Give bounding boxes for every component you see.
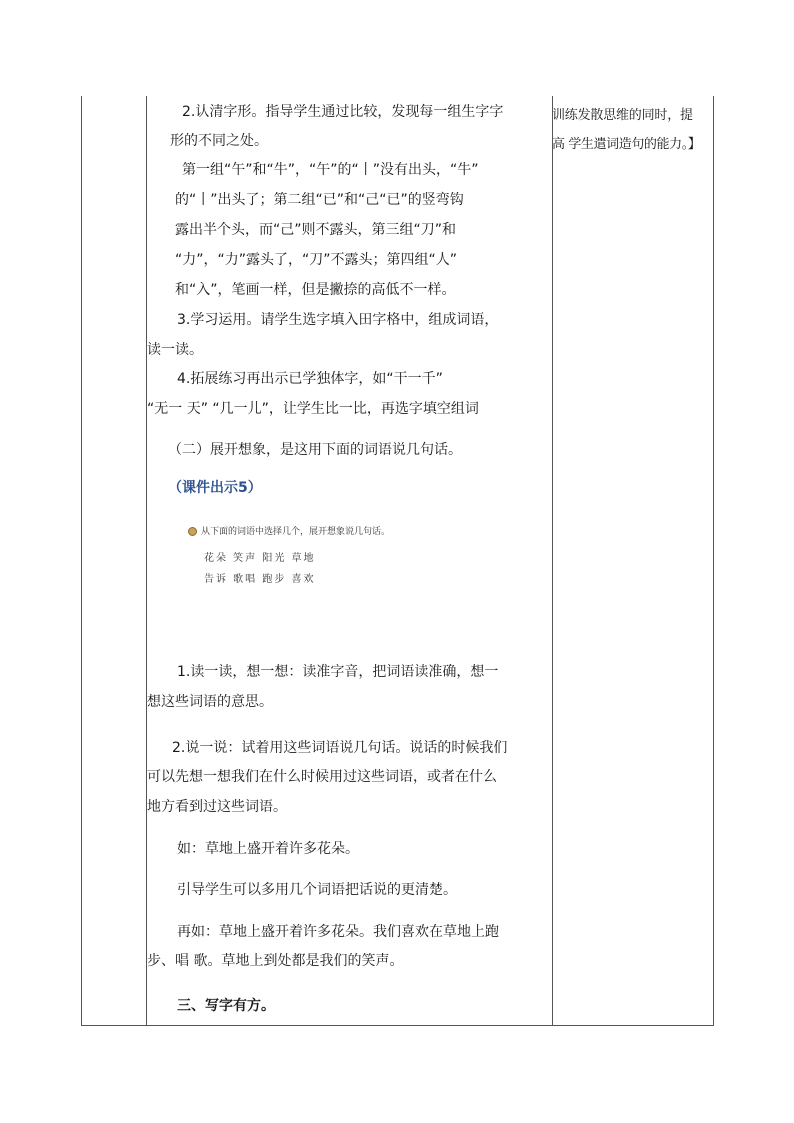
para-line: 2.说一说：试着用这些词语说几句话。说话的时候我们 [172, 740, 508, 756]
para-line: 读一读。 [147, 342, 203, 358]
table-border-right [713, 96, 714, 1026]
courseware-image [180, 519, 420, 599]
table-border-col2 [552, 96, 553, 1026]
para-line: “无一 天” “几一儿”，让学生比一比，再选字填空组词 [147, 401, 479, 417]
table-border-col1 [146, 96, 147, 1026]
para-line: “力”，“力”露头了，“刀”不露头；第四组“人” [175, 252, 458, 268]
para-line: 的“丨”出头了；第二组“已”和“己“已”的竖弯钩 [175, 192, 464, 208]
para-line: （二）展开想象，是这用下面的词语说几句话。 [168, 442, 462, 458]
para-line: 形的不同之处。 [170, 133, 268, 149]
courseware-question: 从下面的词语中选择几个，展开想象说几句话。 [188, 525, 390, 539]
para-line: 1.读一读，想一想：读准字音，把词语读准确，想一 [177, 664, 499, 680]
para-line: 再如：草地上盛开着许多花朵。我们喜欢在草地上跑 [177, 924, 499, 940]
para-line: 引导学生可以多用几个词语把话说的更清楚。 [177, 882, 457, 898]
para-line: 步、唱 歌。草地上到处都是我们的笑声。 [147, 953, 404, 969]
courseware-words-row-2: 告诉 歌唱 跑步 喜欢 [204, 574, 316, 585]
table-border-left [81, 96, 82, 1026]
side-note-line: 高 学生遣词造句的能力。】 [552, 137, 701, 152]
table-border-bottom [81, 1025, 714, 1026]
side-note-line: 训练发散思维的同时，提 [552, 108, 693, 123]
para-line: 地方看到过这些词语。 [147, 799, 287, 815]
section-heading: 三、写字有方。 [177, 998, 275, 1014]
courseware-words-row-1: 花朵 笑声 阳光 草地 [204, 553, 316, 564]
para-line: 如：草地上盛开着许多花朵。 [177, 841, 359, 857]
para-line: 3.学习运用。请学生选字填入田字格中，组成词语， [177, 312, 499, 328]
para-line: 想这些词语的意思。 [147, 694, 273, 710]
bullet-icon [188, 527, 197, 536]
para-line: 2.认清字形。指导学生通过比较，发现每一组生字字 [182, 104, 504, 120]
para-line: 4.拓展练习再出示已学独体字，如“干一千” [177, 371, 443, 387]
para-line: 第一组“午”和“牛”，“午”的“丨”没有出头，“牛” [182, 162, 479, 178]
para-line: 露出半个头，而“己”则不露头，第三组“刀”和 [175, 222, 457, 238]
courseware-label: （课件出示5） [168, 480, 262, 496]
para-line: 和“入”，笔画一样，但是撇捺的高低不一样。 [175, 282, 456, 298]
para-line: 可以先想一想我们在什么时候用过这些词语，或者在什么 [147, 769, 497, 785]
